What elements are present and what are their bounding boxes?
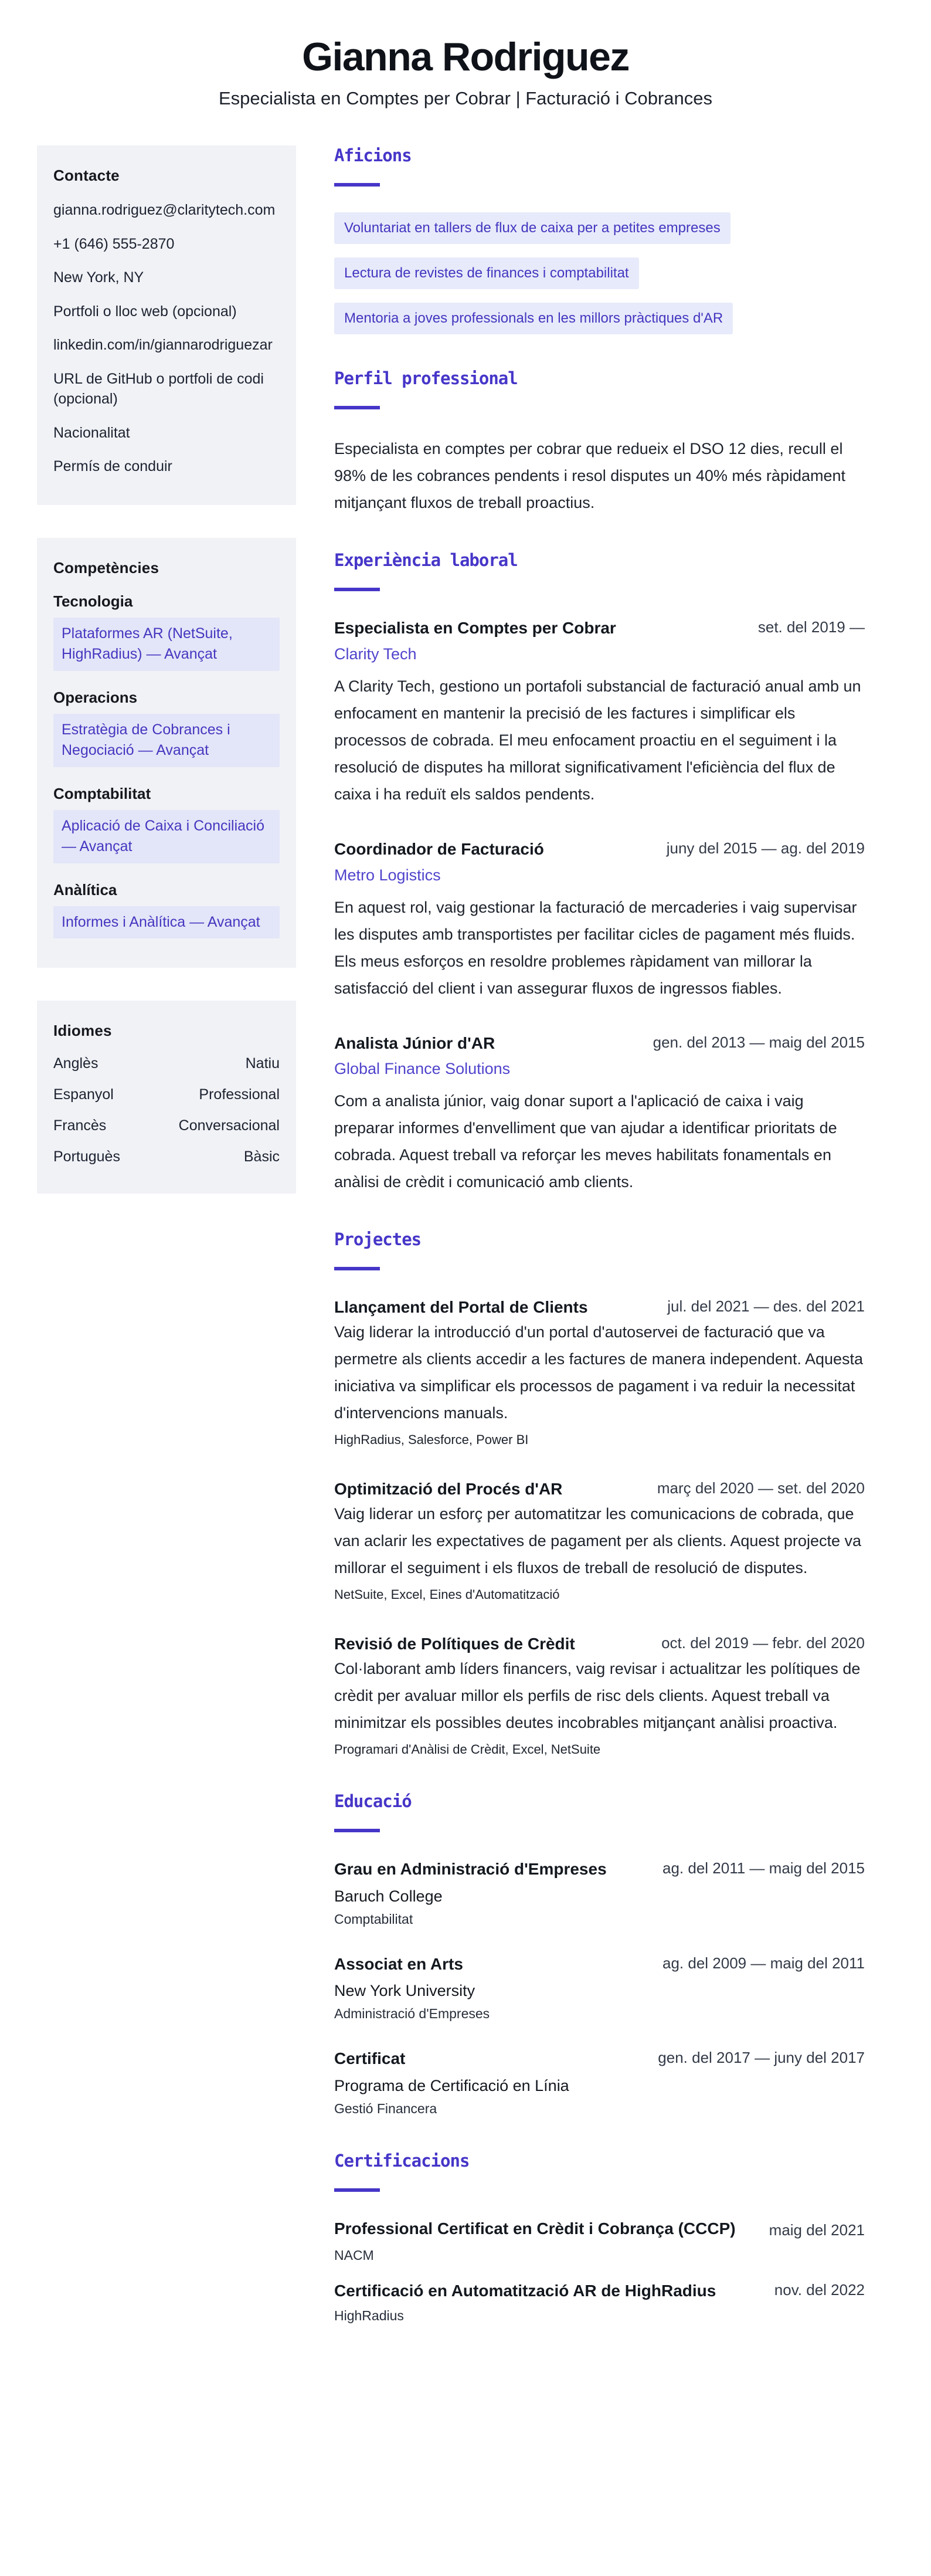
skill-pill: Plataformes AR (NetSuite, HighRadius) — Avançat: [53, 618, 280, 671]
language-name: Anglès: [53, 1055, 98, 1072]
resume-header: [0, 34, 931, 109]
certification-name: Professional Certificat en Crèdit i Cobrança (CCCP): [334, 2219, 736, 2238]
project-head: [334, 1633, 865, 1655]
project-tools: Programari d'Anàlisi de Crèdit, Excel, NetSuite: [334, 1741, 601, 1757]
experience-title: Experiència laboral: [334, 550, 518, 570]
skill-category: Comptabilitat: [53, 784, 151, 802]
education-title: Educació: [334, 1791, 412, 1811]
education-entry: [334, 1858, 865, 1927]
certification-issuer: NACM: [334, 2248, 374, 2263]
language-row: [53, 1086, 280, 1103]
project-description: Col·laborant amb líders financers, vaig revisar i actualitzar les polítiques de crèdit per avaluar millor els perfils de risc dels clients. Aquest treball va minimitzar els possibles deutes incobrables mitjançant anàlisi proactiva.: [334, 1659, 861, 1731]
skill-category: Operacions: [53, 688, 138, 706]
skill-group: [53, 785, 280, 863]
education-field: Comptabilitat: [334, 1911, 413, 1927]
job-head: [334, 1032, 865, 1055]
job-role: Analista Júnior d'AR: [334, 1033, 495, 1052]
certification-entry: [334, 2280, 865, 2324]
education-school: New York University: [334, 1982, 475, 2000]
project-description: Vaig liderar un esforç per automatitzar les comunicacions de cobrada, que van aclarir les expectatives de pagament per als clients. Aquest projecte va millorar el seguiment i els fluxos de treball de resolució de disputes.: [334, 1504, 861, 1577]
person-name: Gianna Rodriguez: [302, 35, 629, 79]
job-description: Com a analista júnior, vaig donar suport a l'aplicació de caixa i vaig preparar informes d'envelliment que van ajudar a identificar prioritats de cobrada. Aquest treball va reforçar les meves habilitats fonamentals en anàlisi de crèdit i comunicació amb clients.: [334, 1092, 837, 1191]
project-tools: NetSuite, Excel, Eines d'Automatització: [334, 1587, 560, 1602]
job-dates: juny del 2015 — ag. del 2019: [666, 839, 865, 857]
contact-github: URL de GitHub o portfoli de codi (opcional): [53, 370, 264, 407]
contact-location: New York, NY: [53, 269, 144, 286]
project-dates: març del 2020 — set. del 2020: [657, 1479, 865, 1497]
hobby-pill: Mentoria a joves professionals en les millors pràctiques d'AR: [334, 303, 733, 334]
job-head: [334, 617, 865, 639]
education-school: Programa de Certificació en Línia: [334, 2077, 569, 2095]
profile-text: Especialista en comptes per cobrar que redueix el DSO 12 dies, recull el 98% de les cobrances pendents i resol disputes un 40% més ràpidament mitjançant fluxos de treball proactius.: [334, 440, 846, 511]
language-level: Bàsic: [243, 1148, 280, 1165]
job-description: En aquest rol, vaig gestionar la facturació de mercaderies i vaig supervisar les disputes amb transportistes per facilitar cicles de pagament més fluids. Els meus esforços en resoldre problemes ràpidament van millorar la satisfacció del client i van assegurar fluxos de ingressos fiables.: [334, 898, 857, 997]
project-name: Optimització del Procés d'AR: [334, 1480, 563, 1499]
hobbies-section: [334, 145, 865, 334]
education-degree: Grau en Administració d'Empreses: [334, 1859, 607, 1878]
job-company: Global Finance Solutions: [334, 1060, 511, 1078]
education-entry: [334, 1953, 865, 2022]
skill-pill: Aplicació de Caixa i Conciliació — Avançat: [53, 810, 280, 863]
education-head: [334, 1953, 865, 1975]
contact-section: [37, 145, 296, 505]
job-dates: gen. del 2013 — maig del 2015: [653, 1033, 865, 1051]
section-underline: [334, 1267, 380, 1270]
certification-date: maig del 2021: [769, 2221, 865, 2239]
certifications-section: [334, 2151, 865, 2324]
language-row: [53, 1117, 280, 1134]
certification-head: [334, 2218, 865, 2242]
hobbies-title: Aficions: [334, 145, 412, 165]
contact-driving-license: Permís de conduir: [53, 458, 172, 474]
language-level: Natiu: [245, 1055, 280, 1072]
project-entry: [334, 1633, 865, 1757]
language-row: [53, 1148, 280, 1165]
languages-section: [37, 1001, 296, 1194]
profile-title: Perfil professional: [334, 368, 518, 388]
experience-section: [334, 550, 865, 1195]
skills-title: Competències: [53, 558, 159, 577]
education-degree: Associat en Arts: [334, 1954, 463, 1973]
languages-title: Idiomes: [53, 1022, 112, 1039]
project-entry: [334, 1478, 865, 1602]
language-name: Portuguès: [53, 1148, 120, 1165]
education-dates: ag. del 2011 — maig del 2015: [662, 1859, 865, 1877]
sidebar: [37, 145, 296, 1226]
job-role: Coordinador de Facturació: [334, 839, 544, 858]
project-head: [334, 1296, 865, 1318]
certification-date: nov. del 2022: [774, 2281, 865, 2299]
skill-group: [53, 689, 280, 767]
job-company: Metro Logistics: [334, 866, 441, 884]
job-head: [334, 838, 865, 860]
contact-email: gianna.rodriguez@claritytech.com: [53, 202, 276, 218]
job-entry: [334, 1032, 865, 1196]
section-underline: [334, 406, 380, 409]
main-column: [334, 145, 865, 2358]
hobby-pill: Lectura de revistes de finances i comptabilitat: [334, 257, 639, 289]
education-head: [334, 1858, 865, 1880]
person-headline: Especialista en Comptes per Cobrar | Facturació i Cobrances: [219, 88, 712, 109]
education-field: Gestió Financera: [334, 2101, 437, 2117]
language-level: Professional: [199, 1086, 280, 1103]
skills-section: [37, 538, 296, 968]
contact-phone: +1 (646) 555-2870: [53, 235, 175, 252]
job-description: A Clarity Tech, gestiono un portafoli substancial de facturació anual amb un enfocament en mantenir la precisió de les factures i simplificar els processos de cobrada. El meu enfocament proactiu en el seguiment i la resolució de disputes ha millorat significativament l'eficiència del flux de caixa i ha reduït els saldos pendents.: [334, 677, 861, 803]
project-description: Vaig liderar la introducció d'un portal d'autoservei de facturació que va permetre als clients accedir a les factures de manera independent. Aquesta iniciativa va simplificar els processos de pagament i va reduir la necessitat d'intervencions manuals.: [334, 1323, 864, 1422]
contact-portfolio: Portfoli o lloc web (opcional): [53, 303, 237, 320]
project-dates: oct. del 2019 — febr. del 2020: [661, 1633, 865, 1652]
education-dates: ag. del 2009 — maig del 2011: [662, 1954, 865, 1972]
job-entry: [334, 617, 865, 808]
language-name: Espanyol: [53, 1086, 114, 1103]
certification-issuer: HighRadius: [334, 2307, 404, 2323]
project-head: [334, 1478, 865, 1500]
skill-pill: Estratègia de Cobrances i Negociació — Avançat: [53, 714, 280, 767]
project-name: Llançament del Portal de Clients: [334, 1298, 588, 1317]
education-dates: gen. del 2017 — juny del 2017: [658, 2049, 865, 2067]
certifications-title: Certificacions: [334, 2151, 470, 2171]
projects-title: Projectes: [334, 1229, 422, 1250]
section-underline: [334, 183, 380, 187]
contact-nationality: Nacionalitat: [53, 424, 130, 441]
skill-category: Tecnologia: [53, 592, 133, 610]
contact-title: Contacte: [53, 167, 120, 184]
skill-pill: Informes i Anàlítica — Avançat: [53, 906, 280, 939]
job-dates: set. del 2019 —: [757, 618, 865, 636]
profile-section: [334, 368, 865, 516]
hobby-pill: Voluntariat en tallers de flux de caixa per a petites empreses: [334, 212, 730, 244]
project-name: Revisió de Polítiques de Crèdit: [334, 1634, 575, 1653]
project-dates: jul. del 2021 — des. del 2021: [667, 1297, 865, 1316]
certification-name: Certificació en Automatització AR de HighRadius: [334, 2282, 716, 2300]
education-degree: Certificat: [334, 2049, 406, 2068]
section-underline: [334, 1829, 380, 1832]
education-school: Baruch College: [334, 1887, 443, 1905]
certification-head: [334, 2280, 865, 2302]
section-underline: [334, 588, 380, 591]
job-company: Clarity Tech: [334, 645, 417, 663]
job-role: Especialista en Comptes per Cobrar: [334, 619, 616, 637]
skill-group: [53, 592, 280, 671]
project-tools: HighRadius, Salesforce, Power BI: [334, 1432, 529, 1448]
resume-body: [0, 145, 931, 2358]
language-level: Conversacional: [178, 1117, 280, 1134]
certification-entry: [334, 2218, 865, 2263]
skill-category: Anàlítica: [53, 880, 117, 899]
language-name: Francès: [53, 1117, 107, 1134]
education-entry: [334, 2048, 865, 2117]
projects-section: [334, 1229, 865, 1757]
education-head: [334, 2048, 865, 2070]
section-underline: [334, 2188, 380, 2192]
skill-group: [53, 881, 280, 939]
education-section: [334, 1791, 865, 2117]
education-field: Administració d'Empreses: [334, 2006, 490, 2022]
job-entry: [334, 838, 865, 1002]
language-row: [53, 1055, 280, 1072]
project-entry: [334, 1296, 865, 1448]
contact-linkedin: linkedin.com/in/giannarodriguezar: [53, 337, 273, 353]
